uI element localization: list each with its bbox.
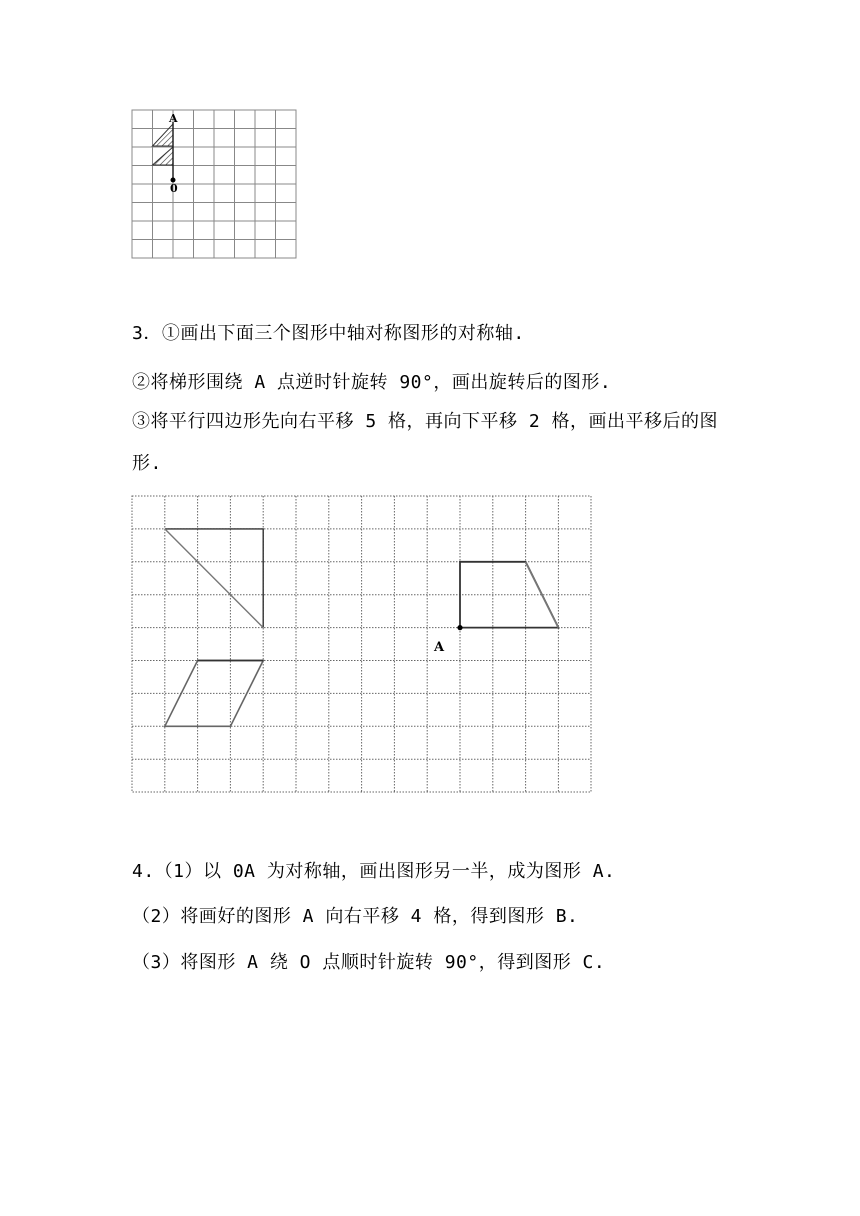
q3-line-3: ③将平行四边形先向右平移 5 格，再向下平移 2 格，画出平移后的图 [132,411,719,432]
shapes-grid-figure [128,492,598,798]
q4-line-1: 4.（1）以 0A 为对称轴，画出图形另一半，成为图形 A. [132,861,616,882]
q4-line-3: （3）将图形 A 绕 O 点顺时针旋转 90°，得到图形 C. [132,952,606,973]
point-a [457,625,462,630]
dotted-grid-lines [132,496,591,792]
small-grid-figure [128,106,302,262]
small-grid-lines [132,110,296,258]
hatched-triangle-bottom [153,147,174,165]
q3-line-1: 3．①画出下面三个图形中轴对称图形的对称轴. [132,323,525,344]
hatched-triangle-top [153,124,174,146]
label-o: 0 [170,182,178,195]
q3-line-2: ②将梯形围绕 A 点逆时针旋转 90°，画出旋转后的图形. [132,372,612,393]
q4-line-2: （2）将画好的图形 A 向右平移 4 格，得到图形 B. [132,906,579,927]
q3-line-4: 形. [132,453,162,474]
rectangle-diagonal [165,529,263,628]
label-a: A [434,640,445,655]
label-a: A [169,112,178,125]
